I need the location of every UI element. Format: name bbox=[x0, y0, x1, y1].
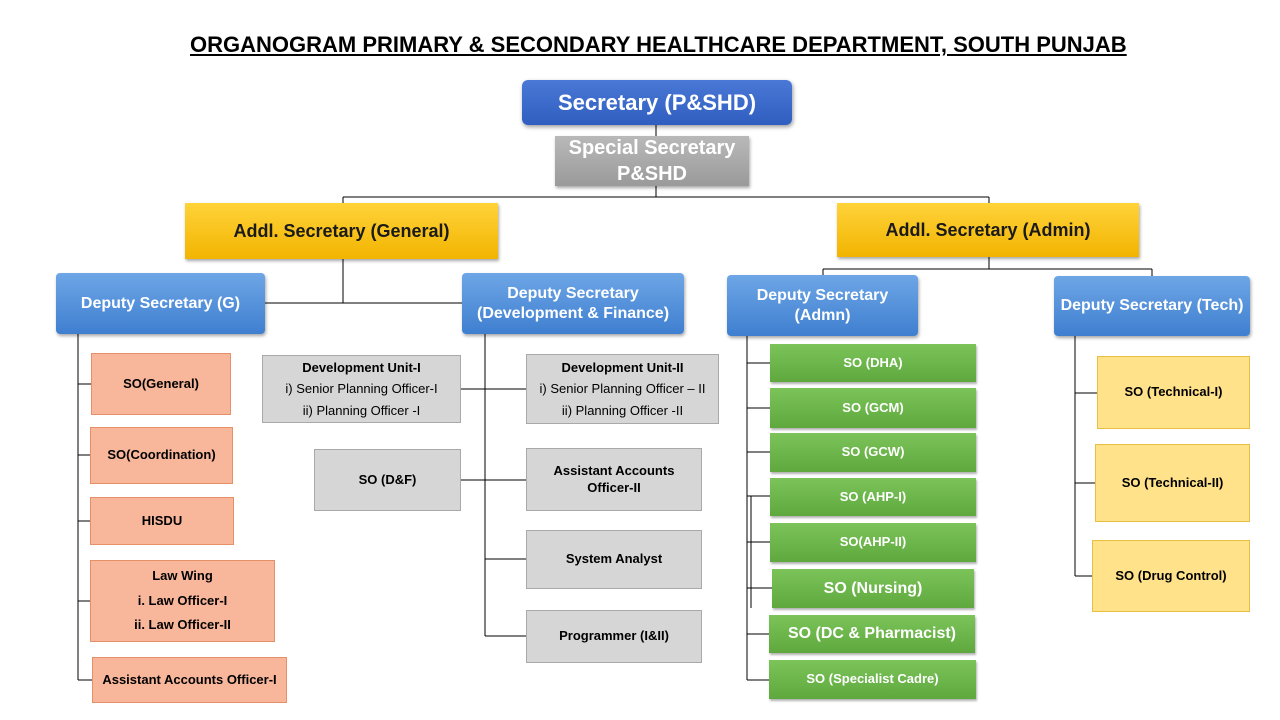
so-drug-control-label: SO (Drug Control) bbox=[1115, 567, 1227, 583]
addl-secretary-admin-box bbox=[837, 203, 1139, 257]
assistant-accounts-officer-2-box bbox=[526, 448, 702, 511]
so-ahp-1-box bbox=[770, 478, 976, 516]
deputy-secretary-tech-box bbox=[1054, 276, 1250, 336]
programmer-box bbox=[526, 610, 702, 663]
planning-officer-2-label: ii) Planning Officer -II bbox=[561, 402, 684, 418]
so-coordination-box bbox=[90, 427, 233, 484]
deputy-secretary-tech-label: Deputy Secretary (Tech) bbox=[1060, 297, 1244, 314]
deputy-secretary-dev-finance-label-line2: (Development & Finance) bbox=[476, 304, 670, 322]
deputy-secretary-admn-box bbox=[727, 275, 918, 336]
senior-planning-officer-1-label: i) Senior Planning Officer-I bbox=[285, 381, 438, 397]
so-gcw-box bbox=[770, 433, 976, 472]
hisdu-label: HISDU bbox=[141, 512, 183, 528]
law-wing-box bbox=[90, 560, 275, 642]
secretary-box bbox=[522, 80, 792, 125]
law-officer-1-label: i. Law Officer-I bbox=[137, 592, 228, 608]
so-gcm-label: SO (GCM) bbox=[842, 399, 904, 415]
assistant-accounts-officer-1-box bbox=[92, 657, 287, 703]
system-analyst-label: System Analyst bbox=[565, 551, 663, 567]
deputy-secretary-general-label: Deputy Secretary (G) bbox=[80, 294, 241, 312]
planning-officer-1-label: ii) Planning Officer -I bbox=[302, 402, 421, 418]
deputy-secretary-dev-finance-label-line1: Deputy Secretary bbox=[507, 284, 639, 302]
so-nursing-box bbox=[772, 569, 974, 608]
so-coordination-label: SO(Coordination) bbox=[107, 447, 216, 463]
so-ahp-2-label: SO(AHP-II) bbox=[839, 534, 907, 550]
so-gcm-box bbox=[770, 388, 976, 428]
so-specialist-cadre-label: SO (Specialist Cadre) bbox=[806, 671, 939, 687]
secretary-label: Secretary (P&SHD) bbox=[557, 89, 757, 115]
assistant-accounts-officer-2-label-line1: Assistant Accounts bbox=[553, 463, 675, 479]
deputy-secretary-admn-label-line1: Deputy Secretary bbox=[756, 286, 889, 304]
hisdu-box bbox=[90, 497, 234, 545]
system-analyst-box bbox=[526, 530, 702, 589]
so-general-label: SO(General) bbox=[123, 375, 199, 391]
senior-planning-officer-2-label: i) Senior Planning Officer – II bbox=[539, 381, 706, 397]
development-unit-1-title: Development Unit-I bbox=[302, 359, 421, 375]
so-technical-2-label: SO (Technical-II) bbox=[1121, 474, 1224, 490]
deputy-secretary-general-box bbox=[56, 273, 265, 334]
so-drug-control-box bbox=[1092, 540, 1250, 612]
so-dc-pharmacist-box bbox=[769, 615, 975, 653]
so-technical-1-label: SO (Technical-I) bbox=[1124, 384, 1223, 400]
so-dha-box bbox=[770, 344, 976, 382]
assistant-accounts-officer-2-label-line2: Officer-II bbox=[587, 479, 641, 495]
assistant-accounts-officer-1-label: Assistant Accounts Officer-I bbox=[102, 671, 277, 687]
addl-secretary-admin-label: Addl. Secretary (Admin) bbox=[885, 219, 1091, 240]
deputy-secretary-admn-label-line2: (Admn) bbox=[794, 306, 851, 324]
special-secretary-label-line2: P&SHD bbox=[616, 163, 687, 185]
so-dc-pharmacist-label: SO (DC & Pharmacist) bbox=[787, 625, 957, 642]
page-title: ORGANOGRAM PRIMARY & SECONDARY HEALTHCARE DEPARTMENT, SOUTH PUNJAB bbox=[190, 32, 1127, 57]
programmer-label: Programmer (I&II) bbox=[559, 628, 669, 644]
development-unit-2-title: Development Unit-II bbox=[561, 359, 684, 375]
special-secretary-label-line1: Special Secretary bbox=[568, 137, 736, 159]
so-gcw-label: SO (GCW) bbox=[841, 444, 905, 460]
so-technical-1-box bbox=[1097, 356, 1250, 429]
development-unit-1-box bbox=[262, 355, 461, 423]
addl-secretary-general-box bbox=[185, 203, 498, 259]
so-dha-label: SO (DHA) bbox=[843, 354, 903, 370]
law-officer-2-label: ii. Law Officer-II bbox=[134, 617, 231, 633]
so-df-label: SO (D&F) bbox=[358, 471, 417, 487]
deputy-secretary-dev-finance-box bbox=[462, 273, 684, 334]
so-df-box bbox=[314, 449, 461, 511]
so-nursing-label: SO (Nursing) bbox=[823, 579, 923, 597]
development-unit-2-box bbox=[526, 354, 719, 424]
so-technical-2-box bbox=[1095, 444, 1250, 522]
special-secretary-box bbox=[555, 136, 749, 186]
law-wing-title: Law Wing bbox=[152, 567, 213, 583]
so-general-box bbox=[91, 353, 231, 415]
so-ahp-2-box bbox=[770, 523, 976, 562]
addl-secretary-general-label: Addl. Secretary (General) bbox=[233, 220, 450, 241]
so-ahp-1-label: SO (AHP-I) bbox=[839, 488, 907, 504]
so-specialist-cadre-box bbox=[769, 660, 976, 699]
